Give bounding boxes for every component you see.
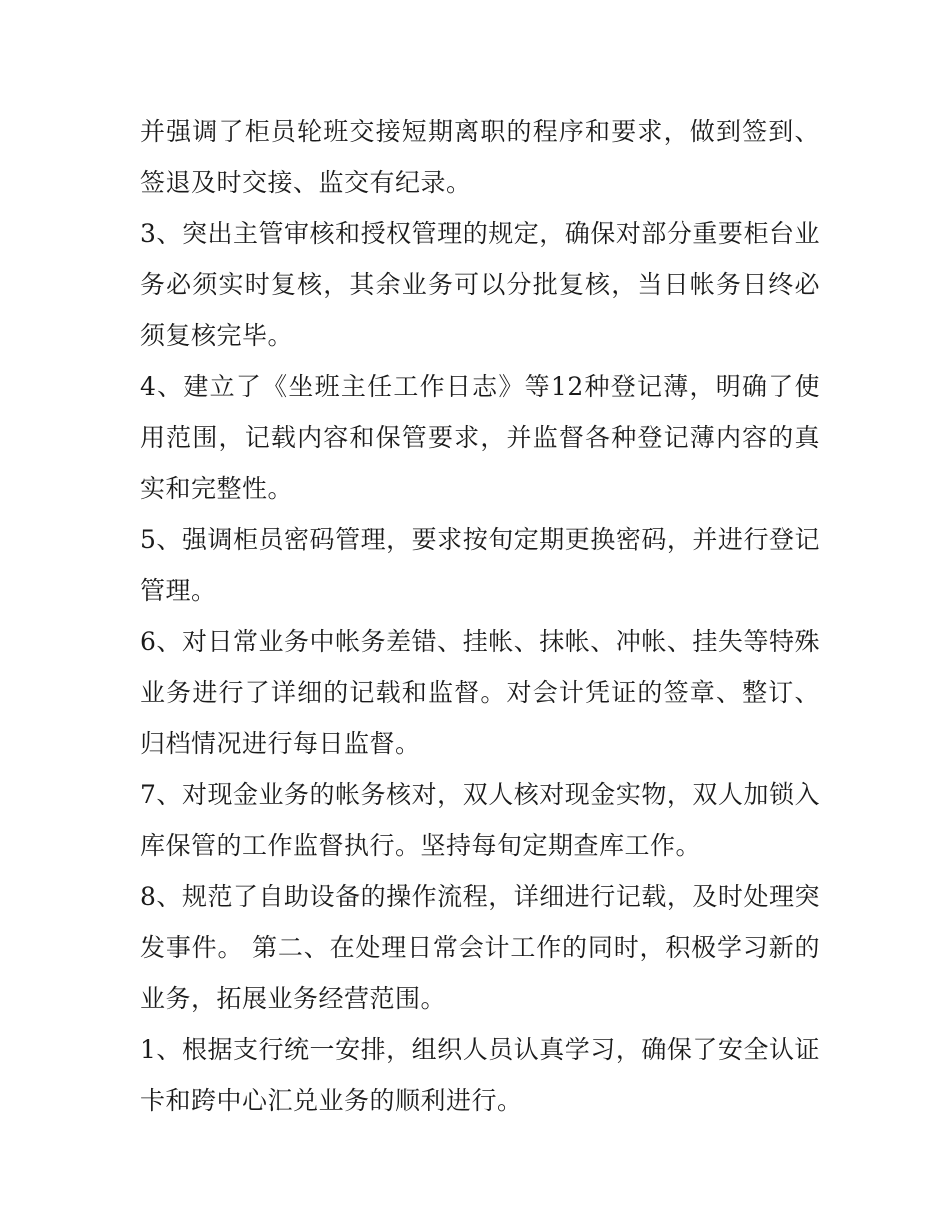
document-body [140, 106, 820, 1126]
paragraph-section2-item-1: 1、根据支行统一安排，组织人员认真学习，确保了安全认证卡和跨中心汇兑业务的顺利进行。 [140, 1035, 820, 1115]
paragraph-item-4: 4、建立了《坐班主任工作日志》等12种登记薄，明确了使用范围，记载内容和保管要求，并监督各种登记薄内容的真实和完整性。 [140, 372, 820, 503]
paragraph-item-5: 5、强调柜员密码管理，要求按旬定期更换密码，并进行登记管理。 [140, 525, 820, 605]
paragraph-item-3: 3、突出主管审核和授权管理的规定，确保对部分重要柜台业务必须实时复核，其余业务可以分批复核，当日帐务日终必须复核完毕。 [140, 219, 820, 350]
paragraph-item-7: 7、对现金业务的帐务核对，双人核对现金实物，双人加锁入库保管的工作监督执行。坚持每旬定期查库工作。 [140, 780, 820, 860]
paragraph-item-8: 8、规范了自助设备的操作流程，详细进行记载，及时处理突发事件。 第二、在处理日常会计工作的同时，积极学习新的业务，拓展业务经营范围。 [140, 882, 820, 1013]
paragraph-shift-handover: 并强调了柜员轮班交接短期离职的程序和要求，做到签到、签退及时交接、监交有纪录。 [140, 117, 820, 197]
paragraph-item-6: 6、对日常业务中帐务差错、挂帐、抹帐、冲帐、挂失等特殊业务进行了详细的记载和监督。对会计凭证的签章、整订、归档情况进行每日监督。 [140, 627, 820, 758]
